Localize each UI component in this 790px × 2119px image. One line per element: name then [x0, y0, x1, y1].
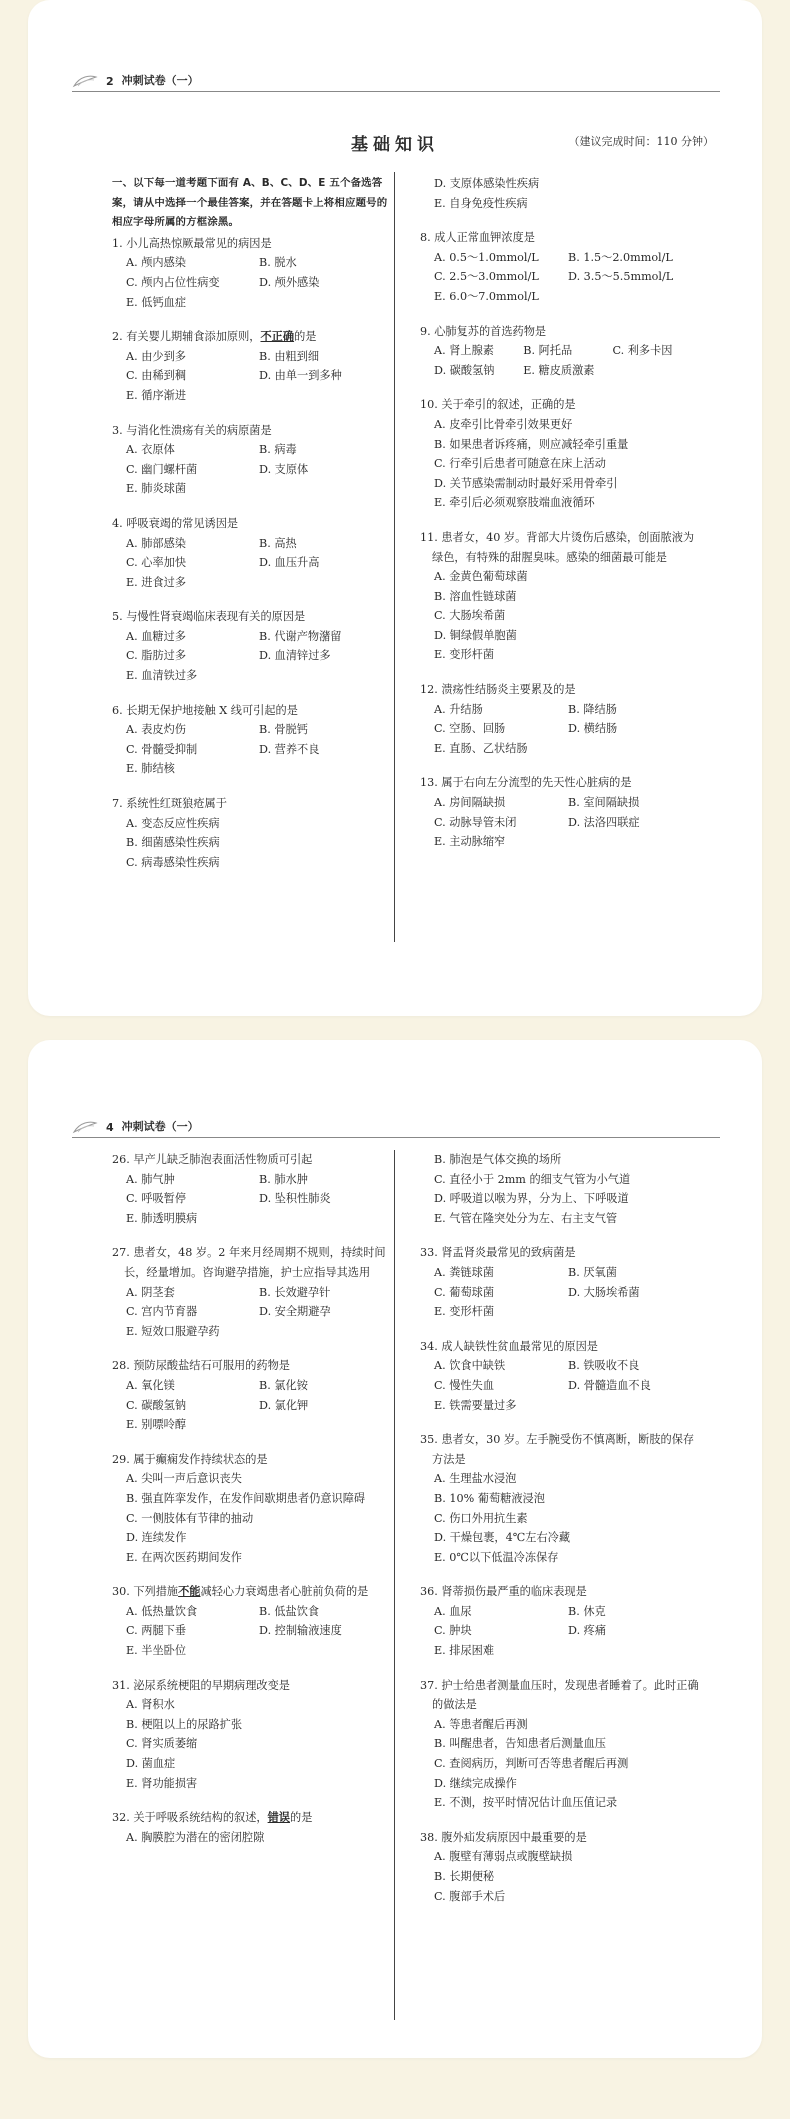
option-b[interactable]: B. 病毒 [259, 443, 297, 457]
option-a[interactable]: A. 血尿 [434, 1604, 472, 1618]
option-d[interactable]: D. 横结肠 [568, 722, 618, 736]
option-a[interactable]: A. 房间隔缺损 [434, 796, 506, 810]
left-column [112, 174, 392, 887]
option-b[interactable]: B. 低盐饮食 [259, 1604, 320, 1618]
question-32-continued [420, 1150, 702, 1228]
question-38 [420, 1828, 702, 1906]
option-d[interactable]: D. 呼吸道以喉为界，分为上、下呼吸道 [434, 1192, 629, 1206]
option-a[interactable]: A. 升结肠 [434, 702, 483, 716]
option-b[interactable]: B. 肺泡是气体交换的场所 [434, 1153, 562, 1166]
question-37 [420, 1676, 702, 1813]
question-stem: 2. 有关婴儿期辅食添加原则，不正确的是 [112, 329, 317, 344]
option-a[interactable]: A. 变态反应性疾病 [126, 816, 220, 830]
question-5 [112, 607, 392, 685]
option-b[interactable]: B. 骨脱钙 [259, 723, 308, 737]
option-e[interactable]: E. 肺炎球菌 [126, 482, 187, 496]
question-stem: 8. 成人正常血钾浓度是 [420, 231, 535, 245]
question-34 [420, 1337, 702, 1415]
option-e[interactable]: E. 肺透明膜病 [126, 1211, 198, 1225]
option-b[interactable]: B. 氯化铵 [259, 1378, 308, 1392]
option-c[interactable]: C. 颅内占位性病变 [126, 275, 220, 289]
question-35 [420, 1430, 702, 1567]
option-c[interactable]: C. 查阅病历，判断可否等患者醒后再测 [434, 1757, 629, 1771]
option-c[interactable]: C. 两腿下垂 [126, 1624, 187, 1638]
option-c[interactable]: C. 空肠、回肠 [434, 722, 506, 736]
option-c[interactable]: C. 2.5～3.0mmol/L [434, 270, 539, 284]
question-stem: 28. 预防尿酸盐结石可服用的药物是 [112, 1359, 290, 1373]
option-e[interactable]: E. 0℃以下低温冷冻保存 [434, 1550, 559, 1564]
question-10 [420, 395, 702, 513]
question-33 [420, 1243, 702, 1321]
option-a[interactable]: A. 尖叫一声后意识丧失 [126, 1472, 242, 1486]
option-a[interactable]: A. 等患者醒后再测 [434, 1717, 528, 1731]
question-1 [112, 234, 392, 312]
option-b[interactable]: B. 降结肠 [568, 702, 617, 716]
option-c[interactable]: C. 骨髓受抑制 [126, 742, 198, 756]
option-e[interactable]: E. 在两次医药期间发作 [126, 1550, 242, 1564]
option-a[interactable]: A. 表皮灼伤 [126, 723, 186, 737]
option-d[interactable]: D. 氯化钾 [259, 1398, 309, 1412]
question-stem: 11. 患者女，40 岁。背部大片烫伤后感染，创面脓液为绿色，有特殊的甜腥臭味。感染的细菌最可能是 [420, 530, 695, 564]
option-e[interactable]: E. 进食过多 [126, 575, 187, 589]
question-2 [112, 327, 392, 405]
question-stem: 36. 肾蒂损伤最严重的临床表现是 [420, 1585, 587, 1599]
page-number: 4 [106, 1121, 114, 1134]
option-c[interactable]: C. 碳酸氢钠 [126, 1398, 187, 1412]
option-e[interactable]: E. 变形杆菌 [434, 648, 495, 662]
question-stem: 27. 患者女，48 岁。2 年来月经周期不规则，持续时间长，经量增加。咨询避孕措施，护士应指导其选用 [112, 1246, 386, 1279]
question-7-continued [420, 174, 702, 213]
option-c[interactable]: C. 慢性失血 [434, 1378, 495, 1392]
emphasis: 不正确 [260, 329, 295, 344]
question-stem: 13. 属于右向左分流型的先天性心脏病的是 [420, 776, 632, 790]
question-stem: 1. 小儿高热惊厥最常见的病因是 [112, 236, 272, 250]
option-e[interactable]: E. 变形杆菌 [434, 1305, 495, 1319]
question-stem: 30. 下列措施不能减轻心力衰竭患者心脏前负荷的是 [112, 1584, 369, 1599]
option-e[interactable]: E. 铁需要量过多 [434, 1398, 517, 1412]
question-stem: 37. 护士给患者测量血压时，发现患者睡着了。此时正确的做法是 [420, 1678, 699, 1712]
option-d[interactable]: D. 安全期避孕 [259, 1305, 331, 1319]
exam-page-2 [28, 1040, 762, 2058]
option-b[interactable]: B. 由粗到细 [259, 349, 320, 363]
option-a[interactable]: A. 阴茎套 [126, 1285, 175, 1299]
option-e[interactable]: E. 牵引后必须观察肢端血液循环 [434, 496, 595, 510]
option-e[interactable]: E. 低钙血症 [126, 295, 187, 309]
option-a[interactable]: A. 衣原体 [126, 443, 175, 457]
option-b[interactable]: B. 长效避孕针 [259, 1285, 331, 1299]
option-d[interactable]: D. 连续发作 [126, 1531, 187, 1545]
option-a[interactable]: A. 生理盐水浸泡 [434, 1472, 517, 1486]
option-d[interactable]: D. 支原体 [259, 462, 309, 476]
column-divider [394, 172, 395, 942]
right-column [420, 1150, 702, 1921]
question-36 [420, 1582, 702, 1660]
question-stem: 6. 长期无保护地接触 X 线可引起的是 [112, 703, 298, 717]
left-column [112, 1150, 392, 1862]
option-b[interactable]: B. 10% 葡萄糖液浸泡 [434, 1491, 545, 1505]
option-e[interactable]: E. 循序渐进 [126, 388, 187, 402]
option-d[interactable]: D. 支原体感染性疾病 [434, 177, 540, 190]
option-d[interactable]: D. 疼痛 [568, 1624, 607, 1638]
question-6 [112, 701, 392, 779]
question-stem: 38. 腹外疝发病原因中最重要的是 [420, 1830, 587, 1844]
option-e[interactable]: E. 自身免疫性疾病 [434, 196, 528, 210]
option-c[interactable]: C. 葡萄球菌 [434, 1285, 495, 1299]
question-7 [112, 794, 392, 872]
option-c[interactable]: C. 动脉导管未闭 [434, 815, 517, 829]
option-d[interactable]: D. 碳酸氢钠 [434, 363, 495, 377]
option-c[interactable]: C. 由稀到稠 [126, 369, 187, 383]
option-a[interactable]: A. 氧化镁 [126, 1378, 175, 1392]
question-stem: 9. 心肺复苏的首选药物是 [420, 324, 547, 338]
option-a[interactable]: A. 低热量饮食 [126, 1604, 198, 1618]
option-d[interactable]: D. 铜绿假单胞菌 [434, 628, 517, 642]
question-stem: 12. 溃疡性结肠炎主要累及的是 [420, 683, 576, 697]
option-b[interactable]: B. 如果患者诉疼痛，则应减轻牵引重量 [434, 437, 629, 451]
option-c[interactable]: C. 宫内节育器 [126, 1305, 198, 1319]
right-column [420, 174, 702, 867]
option-a[interactable]: A. 胸膜腔为潜在的密闭腔隙 [126, 1830, 265, 1844]
option-c[interactable]: C. 病毒感染性疾病 [126, 855, 220, 869]
option-b[interactable]: B. 室间隔缺损 [568, 796, 640, 810]
leaf-logo-icon [72, 74, 98, 88]
option-c[interactable]: C. 肾实质萎缩 [126, 1737, 198, 1751]
option-d[interactable]: D. 坠积性肺炎 [259, 1192, 331, 1206]
option-a[interactable]: A. 皮牵引比骨牵引效果更好 [434, 417, 573, 431]
header-title: 冲刺试卷（一） [121, 1120, 199, 1133]
option-c[interactable]: C. 幽门螺杆菌 [126, 462, 198, 476]
option-e[interactable]: E. 直肠、乙状结肠 [434, 741, 528, 755]
question-stem: 32. 关于呼吸系统结构的叙述，错误的是 [112, 1810, 313, 1825]
option-a[interactable]: A. 由少到多 [126, 349, 186, 363]
option-a[interactable]: A. 0.5～1.0mmol/L [434, 250, 539, 264]
option-b[interactable]: B. 脱水 [259, 256, 297, 270]
option-e[interactable]: E. 短效口服避孕药 [126, 1324, 220, 1338]
question-stem: 10. 关于牵引的叙述，正确的是 [420, 398, 576, 412]
option-e[interactable]: E. 排尿困难 [434, 1644, 495, 1658]
option-a[interactable]: A. 肾积水 [126, 1698, 175, 1712]
option-b[interactable]: B. 叫醒患者，告知患者后测量血压 [434, 1737, 606, 1751]
option-b[interactable]: B. 代谢产物潴留 [259, 629, 342, 643]
question-stem: 35. 患者女，30 岁。左手腕受伤不慎离断，断肢的保存方法是 [420, 1433, 695, 1466]
option-e[interactable]: E. 糖皮质激素 [523, 363, 595, 377]
option-b[interactable]: B. 高热 [259, 536, 297, 550]
section-time: （建议完成时间：110 分钟） [568, 135, 714, 148]
option-d[interactable]: D. 继续完成操作 [434, 1776, 517, 1790]
question-stem: 29. 属于癫痫发作持续状态的是 [112, 1452, 268, 1466]
option-d[interactable]: D. 3.5～5.5mmol/L [568, 270, 674, 284]
option-b[interactable]: B. 阿托品 [523, 344, 573, 358]
option-a[interactable]: A. 肺部感染 [126, 536, 186, 550]
emphasis: 不能 [178, 1584, 201, 1599]
option-a[interactable]: A. 肺气肿 [126, 1172, 175, 1186]
option-e[interactable]: E. 主动脉缩窄 [434, 835, 506, 849]
option-e[interactable]: E. 半坐卧位 [126, 1644, 187, 1658]
option-a[interactable]: A. 金黄色葡萄球菌 [434, 570, 528, 584]
header-title: 冲刺试卷（一） [121, 74, 199, 87]
question-8 [420, 228, 702, 306]
option-c[interactable]: C. 直径小于 2mm 的细支气管为小气道 [434, 1172, 631, 1186]
question-27 [112, 1243, 392, 1341]
option-d[interactable]: D. 由单一到多种 [259, 369, 342, 383]
option-e[interactable]: E. 肾功能损害 [126, 1776, 198, 1790]
option-b[interactable]: B. 梗阻以上的尿路扩张 [126, 1717, 243, 1731]
question-stem: 4. 呼吸衰竭的常见诱因是 [112, 516, 239, 530]
option-c[interactable]: C. 腹部手术后 [434, 1889, 506, 1903]
option-d[interactable]: D. 血清锌过多 [259, 649, 331, 663]
column-divider [394, 1150, 395, 2020]
option-b[interactable]: B. 肺水肿 [259, 1172, 308, 1186]
question-13 [420, 773, 702, 851]
exam-page-1 [28, 0, 762, 1016]
option-b[interactable]: B. 厌氧菌 [568, 1265, 617, 1279]
question-stem: 5. 与慢性肾衰竭临床表现有关的原因是 [112, 610, 306, 624]
option-e[interactable]: E. 不测，按平时情况估计血压值记录 [434, 1796, 618, 1810]
option-c[interactable]: C. 伤口外用抗生素 [434, 1511, 528, 1525]
option-c[interactable]: C. 行牵引后患者可随意在床上活动 [434, 457, 606, 471]
option-b[interactable]: B. 铁吸收不良 [568, 1359, 640, 1373]
question-stem: 7. 系统性红斑狼疮属于 [112, 797, 227, 811]
question-32 [112, 1808, 392, 1847]
option-c[interactable]: C. 呼吸暂停 [126, 1192, 187, 1206]
question-30 [112, 1582, 392, 1660]
option-b[interactable]: B. 长期便秘 [434, 1870, 495, 1883]
option-e[interactable]: E. 气管在隆突处分为左、右主支气管 [434, 1211, 618, 1225]
question-stem: 34. 成人缺铁性贫血最常见的原因是 [420, 1339, 598, 1353]
option-c[interactable]: C. 一侧肢体有节律的抽动 [126, 1511, 254, 1525]
question-28 [112, 1356, 392, 1434]
option-a[interactable]: A. 肾上腺素 [434, 344, 494, 358]
question-11 [420, 528, 702, 665]
section-title: 基础知识 [351, 135, 439, 155]
question-stem: 26. 早产儿缺乏肺泡表面活性物质可引起 [112, 1153, 313, 1166]
option-e[interactable]: E. 肺结核 [126, 762, 175, 776]
option-e[interactable]: E. 别嘌呤醇 [126, 1418, 187, 1432]
option-e[interactable]: E. 6.0～7.0mmol/L [434, 289, 539, 303]
option-c[interactable]: C. 利多卡因 [612, 344, 673, 358]
option-d[interactable]: D. 骨髓造血不良 [568, 1378, 651, 1392]
question-9 [420, 322, 702, 381]
option-d[interactable]: D. 大肠埃希菌 [568, 1285, 640, 1299]
option-d[interactable]: D. 颅外感染 [259, 275, 320, 289]
question-4 [112, 514, 392, 592]
option-a[interactable]: A. 血糖过多 [126, 629, 186, 643]
option-c[interactable]: C. 大肠埃希菌 [434, 609, 506, 623]
question-stem: 33. 肾盂肾炎最常见的致病菌是 [420, 1246, 576, 1260]
option-a[interactable]: A. 腹壁有薄弱点或腹壁缺损 [434, 1850, 573, 1864]
option-e[interactable]: E. 血清铁过多 [126, 669, 198, 683]
emphasis: 错误 [267, 1810, 290, 1825]
question-26 [112, 1150, 392, 1228]
question-stem: 3. 与消化性溃疡有关的病原菌是 [112, 423, 272, 437]
option-c[interactable]: C. 心率加快 [126, 556, 187, 570]
page-number: 2 [106, 75, 114, 88]
option-b[interactable]: B. 休克 [568, 1604, 606, 1618]
option-b[interactable]: B. 细菌感染性疾病 [126, 836, 220, 850]
option-b[interactable]: B. 1.5～2.0mmol/L [568, 250, 673, 264]
option-d[interactable]: D. 菌血症 [126, 1757, 176, 1771]
question-12 [420, 680, 702, 758]
option-d[interactable]: D. 控制输液速度 [259, 1624, 342, 1638]
leaf-logo-icon [72, 1120, 98, 1134]
question-3 [112, 421, 392, 499]
option-d[interactable]: D. 法洛四联症 [568, 815, 640, 829]
option-a[interactable]: A. 粪链球菌 [434, 1265, 494, 1279]
question-31 [112, 1676, 392, 1794]
option-d[interactable]: D. 干燥包裹，4℃左右冷藏 [434, 1531, 571, 1545]
option-d[interactable]: D. 关节感染需制动时最好采用骨牵引 [434, 476, 618, 490]
option-a[interactable]: A. 颅内感染 [126, 256, 186, 270]
option-a[interactable]: A. 饮食中缺铁 [434, 1359, 506, 1373]
page-header [72, 64, 720, 92]
option-b[interactable]: B. 溶血性链球菌 [434, 589, 517, 603]
page-header [72, 1110, 720, 1138]
option-b[interactable]: B. 强直阵挛发作，在发作间歇期患者仍意识障碍 [126, 1491, 366, 1505]
question-29 [112, 1450, 392, 1568]
option-d[interactable]: D. 血压升高 [259, 556, 320, 570]
option-c[interactable]: C. 脂肪过多 [126, 649, 187, 663]
option-c[interactable]: C. 肿块 [434, 1624, 472, 1638]
option-d[interactable]: D. 营养不良 [259, 742, 320, 756]
instructions: 一、以下每一道考题下面有 A、B、C、D、E 五个备选答案，请从中选择一个最佳答案，并在答题卡上将相应题号的相应字母所属的方框涂黑。 [112, 177, 388, 229]
question-stem: 31. 泌尿系统梗阻的早期病理改变是 [112, 1678, 290, 1692]
